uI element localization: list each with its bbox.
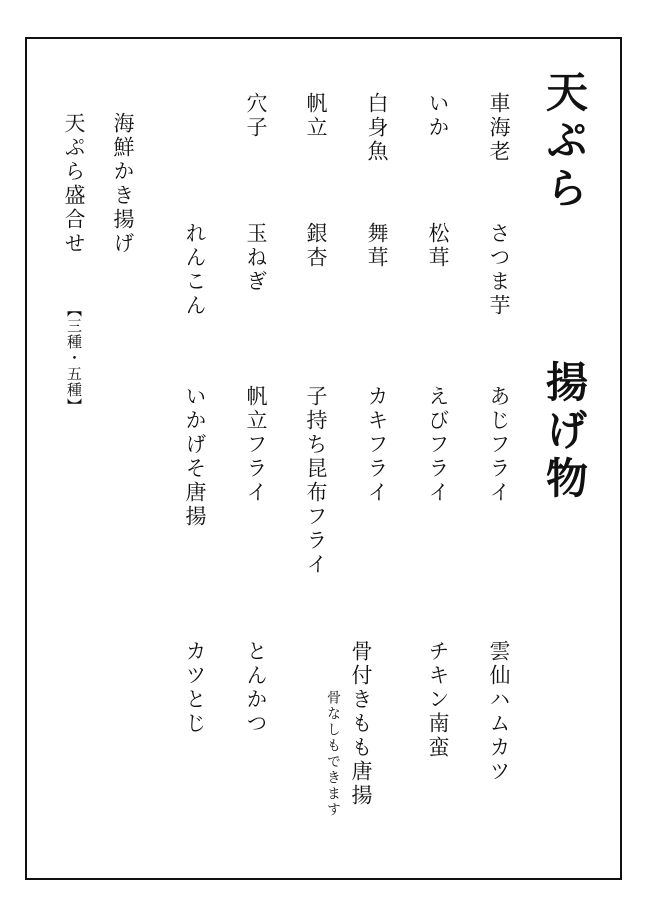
moriawase-size-note: 【三種・五種】 bbox=[65, 302, 83, 414]
menu-item-ika: いか bbox=[426, 92, 450, 140]
menu-item-unzen-hamukatsu: 雲仙ハムカツ bbox=[487, 640, 511, 784]
menu-item-anago: 穴子 bbox=[244, 92, 268, 140]
menu-item-hotate: 帆立 bbox=[304, 92, 328, 140]
menu-item-renkon: れんこん bbox=[183, 222, 207, 318]
menu-item-ebi-fry: えびフライ bbox=[426, 385, 450, 505]
menu-item-tempura-moriawase: 天ぷら盛合せ bbox=[62, 112, 86, 256]
menu-item-satsumaimo: さつま芋 bbox=[487, 222, 511, 318]
menu-item-chicken-nanban: チキン南蛮 bbox=[426, 640, 450, 760]
menu-item-aji-fry: あじフライ bbox=[487, 385, 511, 505]
karaage-boneless-note: 骨なしもできます bbox=[325, 690, 341, 818]
tempura-title: 天ぷら bbox=[540, 70, 589, 214]
menu-item-ginnan: 銀杏 bbox=[304, 222, 328, 270]
menu-item-kuruma-ebi: 車海老 bbox=[487, 92, 511, 164]
menu-item-hotate-fry: 帆立フライ bbox=[244, 385, 268, 505]
menu-item-matsutake: 松茸 bbox=[426, 222, 450, 270]
menu-item-honetsuki-momo-karaage: 骨付きもも唐揚 bbox=[349, 640, 373, 808]
menu-item-tonkatsu: とんかつ bbox=[244, 640, 268, 736]
menu-item-kaki-fry: カキフライ bbox=[365, 385, 389, 505]
menu-item-ikageso-karaage: いかげそ唐揚 bbox=[183, 385, 207, 529]
agemono-title: 揚げ物 bbox=[540, 360, 589, 504]
menu-item-katsutoji: カツとじ bbox=[183, 640, 207, 736]
menu-item-kaisen-kakiage: 海鮮かき揚げ bbox=[111, 112, 135, 256]
menu-item-komochi-konbu-fry: 子持ち昆布フライ bbox=[304, 385, 328, 577]
menu-item-shiromizakana: 白身魚 bbox=[365, 92, 389, 164]
menu-item-tamanegi: 玉ねぎ bbox=[244, 222, 268, 294]
menu-item-maitake: 舞茸 bbox=[365, 222, 389, 270]
